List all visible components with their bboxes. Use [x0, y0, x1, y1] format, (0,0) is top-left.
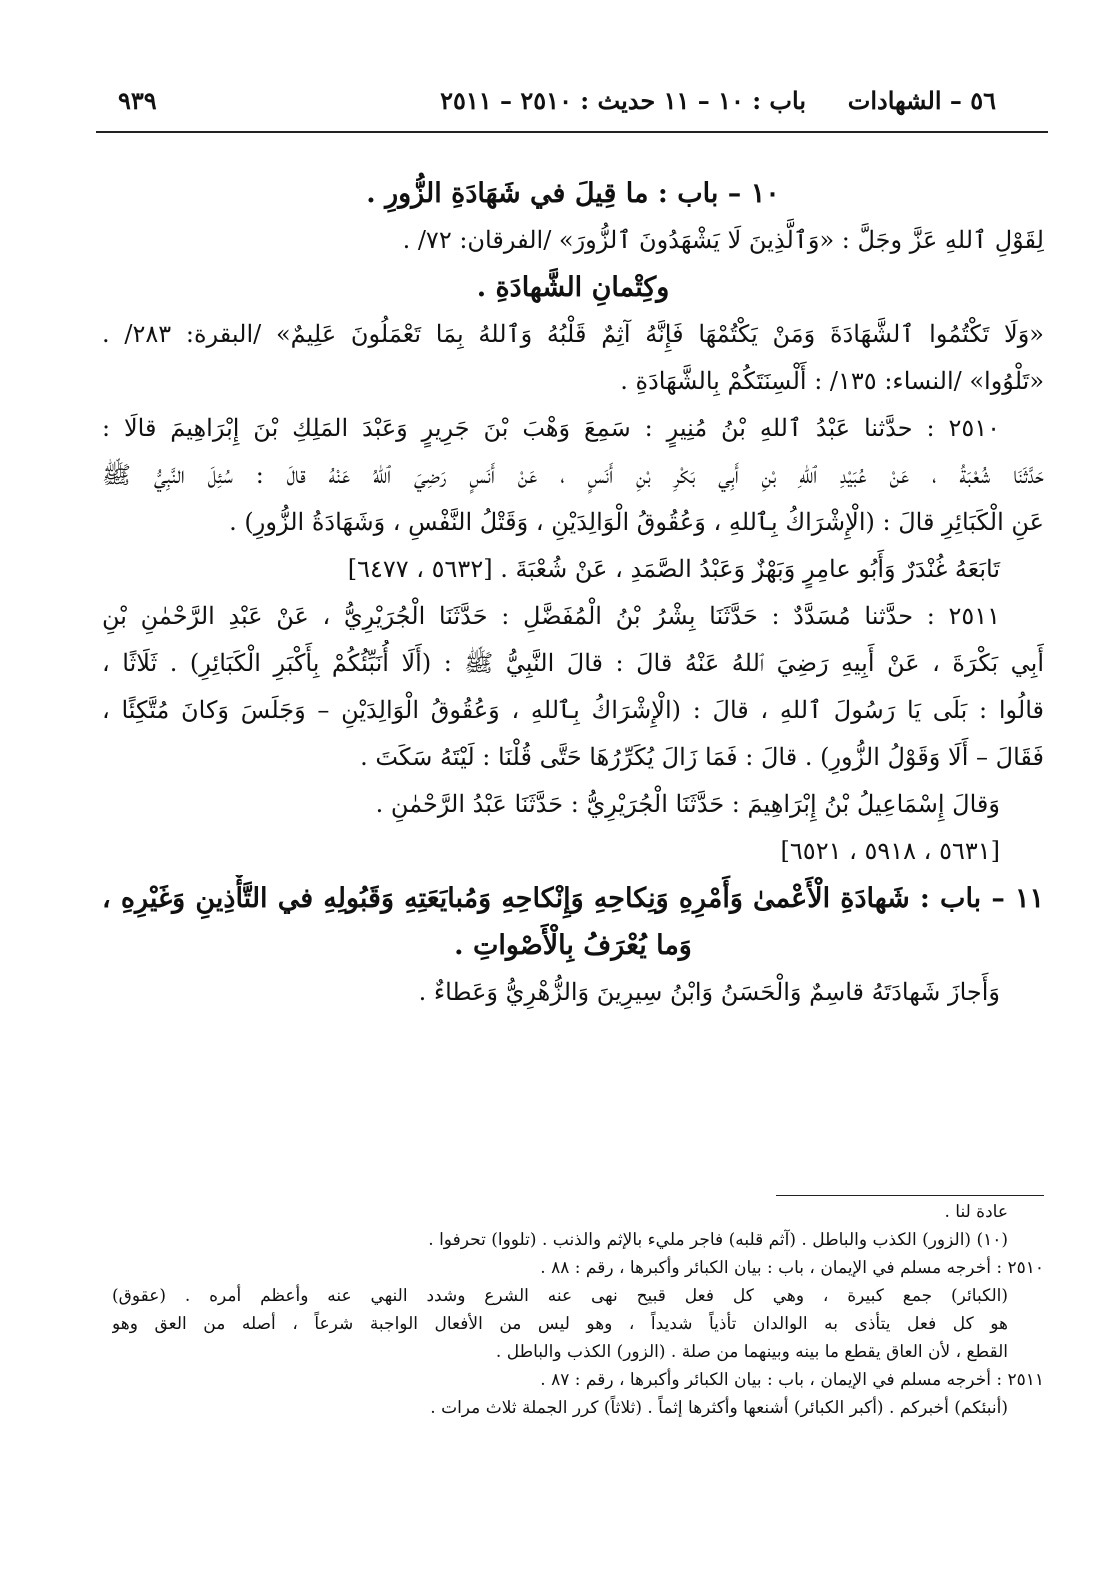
text-line: عَنِ الْكَبَائِرِ قالَ : (الْإِشْرَاكُ بِٱللهِ ، وَعُقُوقُ الْوَالِدَيْنِ ، وَقَتْلُ النَّفْسِ ، وَشَهَادَةُ الزُّورِ) .: [229, 508, 1044, 536]
text-line: فَقَالَ – أَلَا وَقَوْلُ الزُّورِ) . قالَ : فَمَا زَالَ يُكَرِّرُهَا حَتَّى قُلْنَا : لَيْتَهُ سَكَتَ .: [360, 743, 1044, 771]
running-header: [118, 80, 996, 120]
text-line: لِقَوْلِ ٱللهِ عَزَّ وجَلَّ : «وَٱلَّذِينَ لَا يَشْهَدُونَ ٱلزُّورَ» /الفرقان: ٧٢/ .: [402, 226, 1044, 254]
text-line: وَأَجازَ شَهادَتَهُ قاسِمٌ وَالْحَسَنُ وَابْنُ سِيرِينَ وَالزُّهْرِيُّ وَعَطاءٌ .: [418, 978, 1000, 1006]
footnote-line: هو كل فعل يتأذى به الوالدان تأذياً شديداً ، وهو ليس من الأفعال الواجبة شرعاً ، أصله من العق وهو: [112, 1314, 1008, 1334]
header-divider: [96, 131, 1048, 133]
footnote-line: عادة لنا .: [944, 1202, 1008, 1222]
text-line: [٥٦٣١ ، ٥٩١٨ ، ٦٥٢١]: [780, 837, 1000, 865]
text-line: وكِتْمانِ الشَّهادَةِ .: [476, 272, 670, 303]
book-title: ٥٦ – الشهادات: [847, 86, 996, 115]
footnote-line: ٢٥١٠ : أخرجه مسلم في الإيمان ، باب : بيان الكبائر وأكبرها ، رقم : ٨٨ .: [540, 1258, 1044, 1278]
text-line: ١١ – باب : شَهادَةِ الْأَعْمىٰ وَأَمْرِهِ وَنِكاحِهِ وَإِنْكاحِهِ وَمُبايَعَتِهِ وَقَبُولِهِ في التَّأْذِينِ وَغَيْرِهِ ،: [102, 883, 1044, 914]
text-line: حَدَّثَنَا شُعْبَةُ ، عَنْ عُبَيْدِ ٱللهِ بْنِ أَبِي بَكْرِ بْنِ أَنَسٍ ، عَنْ أَنَسٍ رَضِيَ ٱللهُ عَنْهُ قالَ : سُئِلَ النَّبِيُّ ﷺ: [102, 461, 1044, 489]
text-line: أَبِي بَكْرَةَ ، عَنْ أَبِيهِ رَضِيَ ٱللهُ عَنْهُ قالَ : قالَ النَّبِيُّ ﷺ : (أَلَا أُنَبِّئُكُمْ بِأَكْبَرِ الْكَبَائِرِ) . ثَلَاثًا ،: [102, 649, 1044, 677]
footnote-line: ٢٥١١ : أخرجه مسلم في الإيمان ، باب : بيان الكبائر وأكبرها ، رقم : ٨٧ .: [540, 1370, 1044, 1390]
section-range: باب : ١٠ – ١١ حديث : ٢٥١٠ – ٢٥١١: [440, 86, 806, 115]
text-line: قالُوا : بَلَى يَا رَسُولَ ٱللهِ ، قالَ : (الْإِشْرَاكُ بِٱللهِ ، وَعُقُوقُ الْوَالِدَيْنِ – وَجَلَسَ وَكانَ مُتَّكِئًا ،: [102, 696, 1044, 724]
footnotes: [112, 1198, 1044, 1422]
text-line: ٢٥١٠ : حدَّثنا عَبْدُ ٱللهِ بْنُ مُنِيرٍ : سَمِعَ وَهْبَ بْنَ جَرِيرٍ وَعَبْدَ المَلِكِ بْنَ إِبْرَاهِيمَ قالَا :: [102, 414, 1000, 442]
page-number: ٩٣٩: [118, 86, 157, 115]
text-line: تَابَعَهُ غُنْدَرٌ وَأَبُو عامِرٍ وَبَهْزٌ وَعَبْدُ الصَّمَدِ ، عَنْ شُعْبَةَ . [٥٦٣٢ ، ٦٤٧٧]: [347, 555, 1000, 583]
text-line: ١٠ – باب : ما قِيلَ في شَهَادَةِ الزُّورِ .: [366, 178, 780, 209]
main-text: [102, 170, 1044, 1016]
text-line: «تَلْوُوا» /النساء: ١٣٥/ : أَلْسِنَتَكُمْ بِالشَّهَادَةِ .: [620, 367, 1044, 395]
footnote-line: القطع ، لأن العاق يقطع ما بينه وبينهما من صلة . (الزور) الكذب والباطل .: [495, 1342, 1008, 1362]
text-line: وَقالَ إِسْمَاعِيلُ بْنُ إِبْرَاهِيمَ : حَدَّثَنَا الْجُرَيْرِيُّ : حَدَّثَنَا عَبْدُ الرَّحْمٰنِ .: [375, 790, 1000, 818]
text-line: ٢٥١١ : حدَّثنا مُسَدَّدٌ : حَدَّثَنَا بِشْرُ بْنُ الْمُفَضَّلِ : حَدَّثَنَا الْجُرَيْرِيُّ ، عَنْ عَبْدِ الرَّحْمٰنِ بْنِ: [102, 602, 1000, 630]
text-line: وَما يُعْرَفُ بِالْأَصْواتِ .: [454, 930, 692, 961]
text-line: «وَلَا تَكْتُمُوا ٱلشَّهَادَةَ وَمَنْ يَكْتُمْهَا فَإِنَّهُ آثِمٌ قَلْبُهُ وَٱللهُ بِمَا تَعْمَلُونَ عَلِيمٌ» /البقرة: ٢٨٣/ .: [102, 320, 1044, 348]
footnote-line: (أنبئكم) أخبركم . (أكبر الكبائر) أشنعها وأكثرها إثماً . (ثلاثاً) كرر الجملة ثلاث مرات .: [430, 1398, 1008, 1418]
footnote-line: (الكبائر) جمع كبيرة ، وهي كل فعل قبيح نهى عنه الشرع وشدد النهي عنه وأعظم أمره . (عقوق): [112, 1286, 1008, 1306]
footnote-line: (١٠) (الزور) الكذب والباطل . (آثم قلبه) فاجر مليء بالإثم والذنب . (تلووا) تحرفوا .: [428, 1230, 1008, 1250]
footnote-divider: [776, 1195, 1044, 1196]
